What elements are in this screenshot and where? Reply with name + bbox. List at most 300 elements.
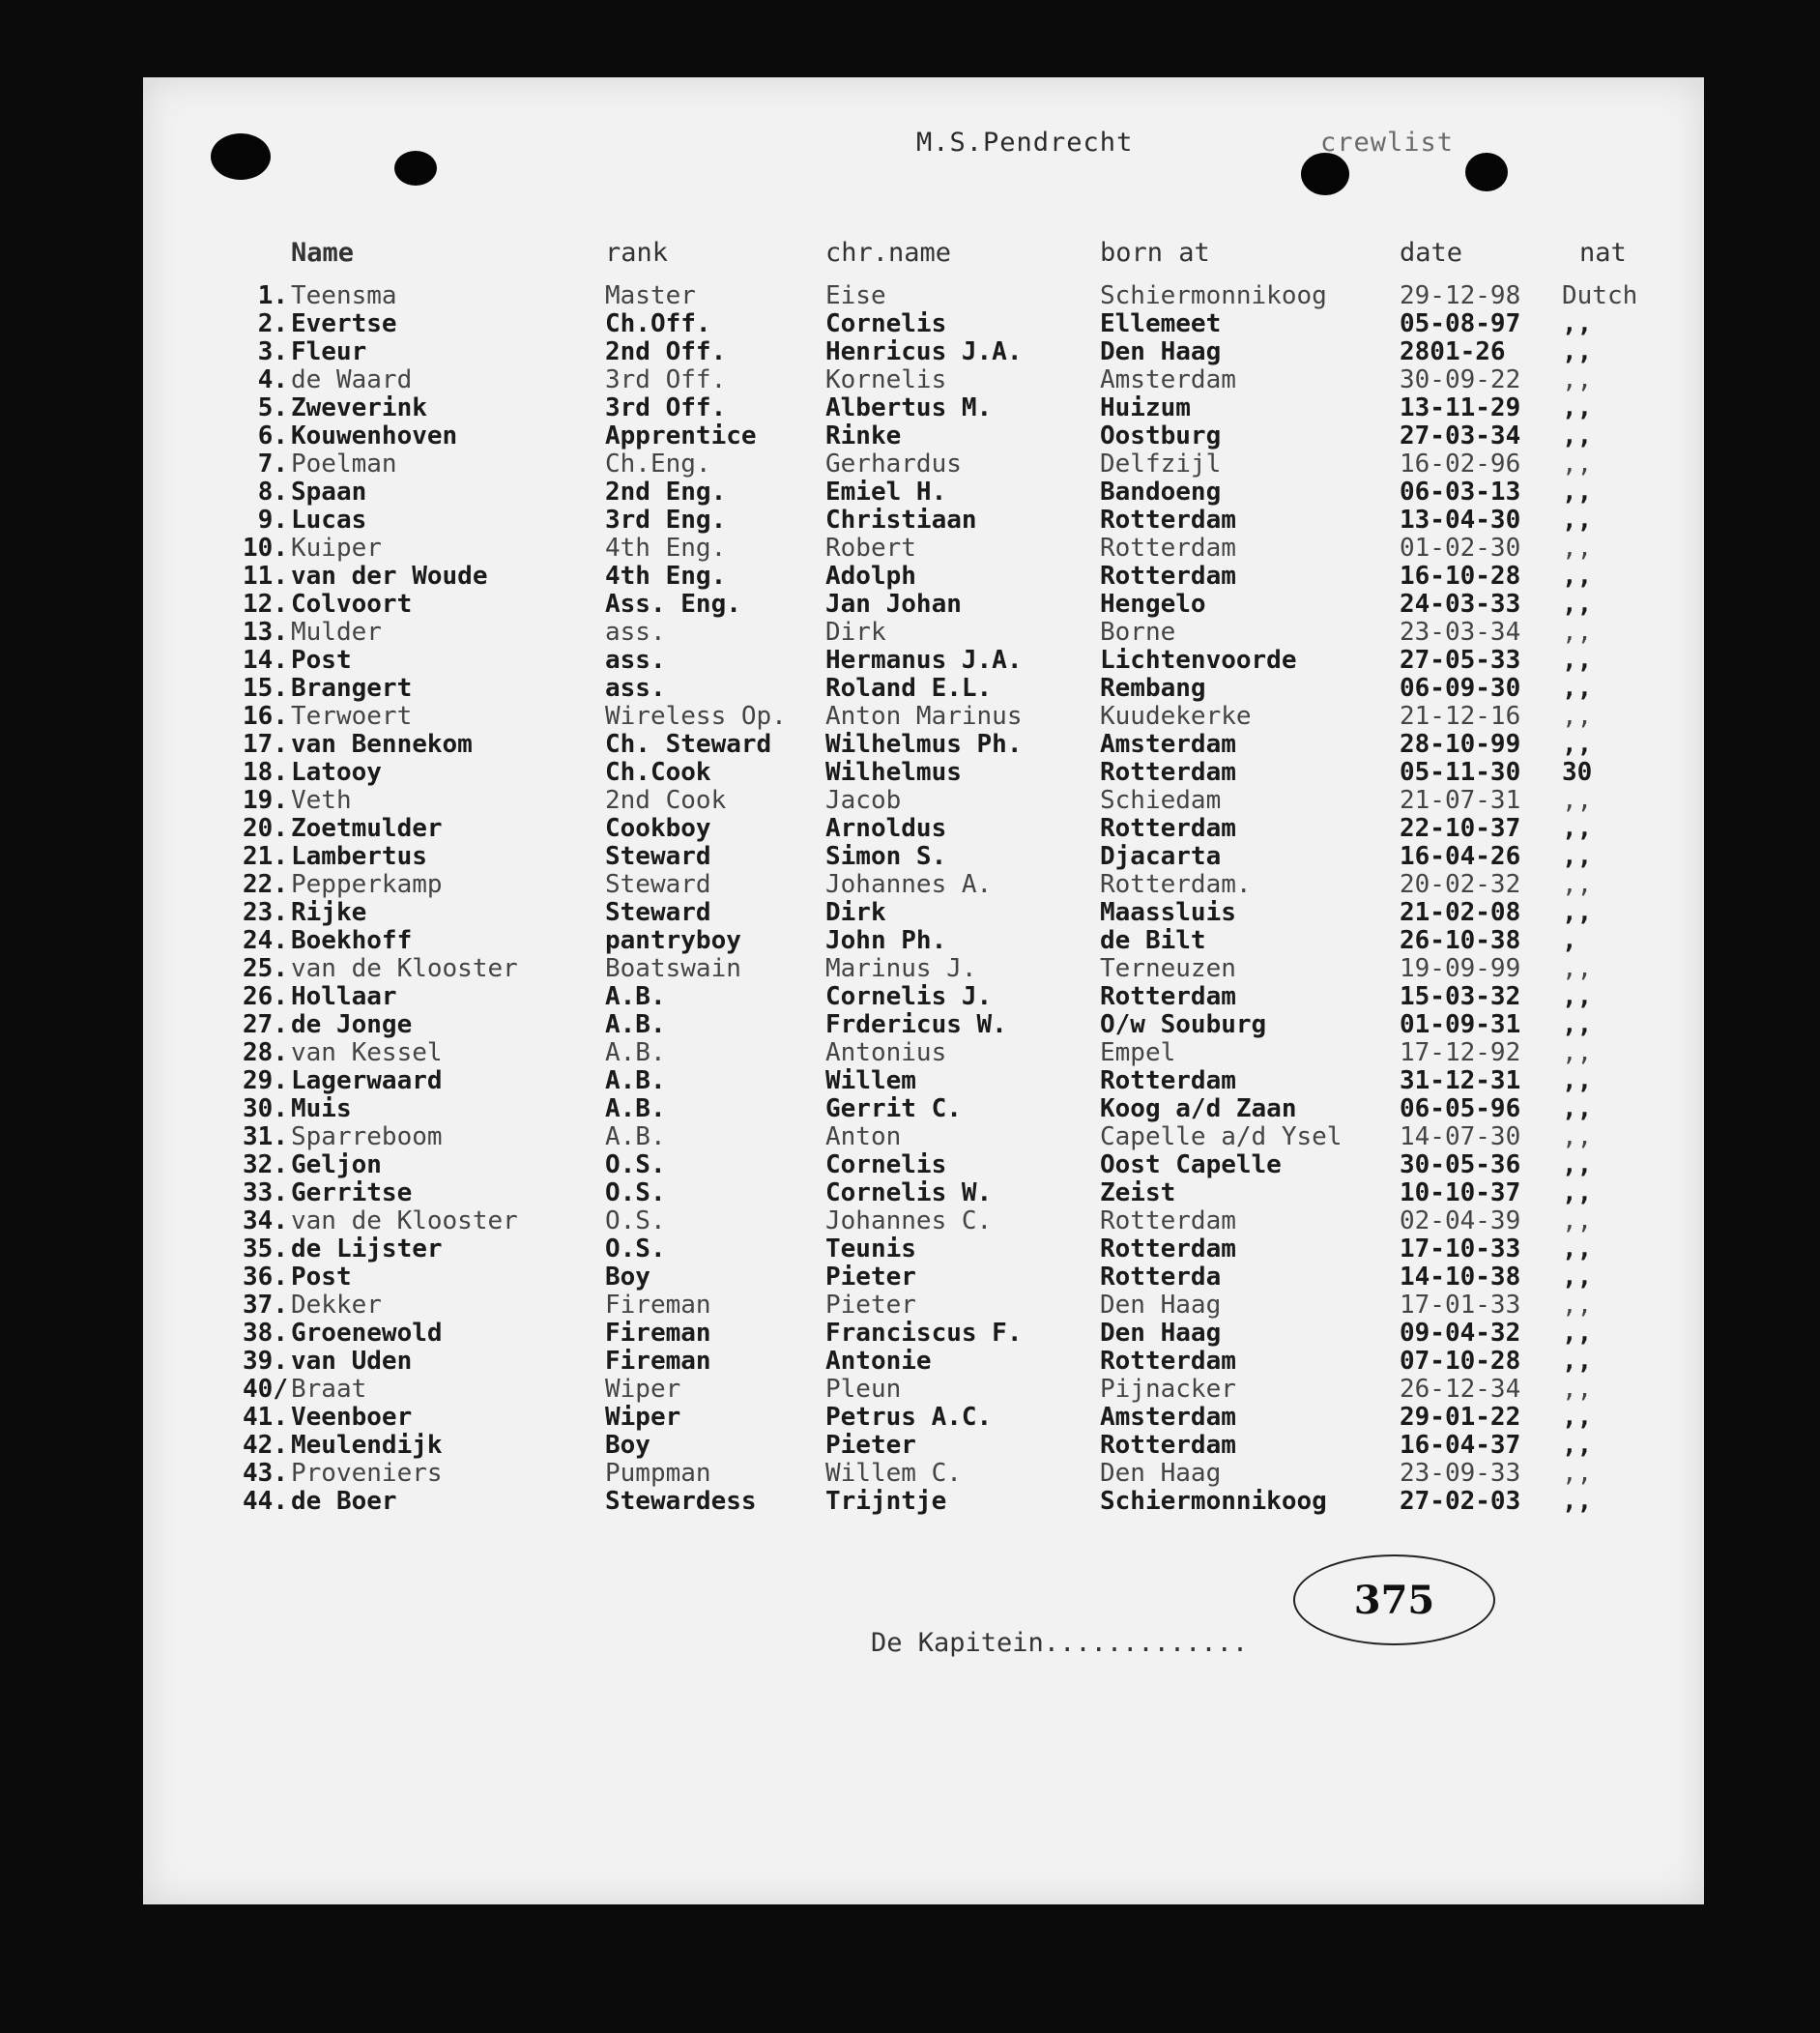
- table-row: [143, 899, 1704, 927]
- crew-christian-name: Christiaan: [825, 506, 977, 535]
- crew-birth-date: 09-04-32: [1400, 1319, 1521, 1348]
- crew-name: Post: [291, 646, 352, 675]
- crew-birth-date: 26-10-38: [1400, 926, 1521, 955]
- crew-rank: A.B.: [605, 1038, 666, 1067]
- row-number: 29.: [243, 1066, 288, 1095]
- crew-christian-name: Jan Johan: [825, 590, 962, 619]
- crew-nationality: ,,: [1562, 309, 1593, 338]
- crew-name: Teensma: [291, 281, 397, 310]
- row-number: 2.: [257, 309, 288, 338]
- crew-nationality: ,,: [1562, 814, 1593, 843]
- crew-name: van de Klooster: [291, 954, 518, 983]
- table-row: [143, 675, 1704, 703]
- crew-birth-date: 06-05-96: [1400, 1094, 1521, 1123]
- crew-birthplace: Rotterdam: [1100, 506, 1236, 535]
- crew-nationality: ,,: [1562, 393, 1593, 422]
- crew-list: [143, 282, 1704, 1516]
- table-row: [143, 282, 1704, 310]
- crew-rank: 3rd Off.: [605, 365, 727, 394]
- crew-name: Gerritse: [291, 1178, 413, 1207]
- crew-rank: Boatswain: [605, 954, 741, 983]
- row-number: 39.: [243, 1347, 288, 1376]
- crew-christian-name: Pieter: [825, 1263, 916, 1292]
- table-row: [143, 1067, 1704, 1095]
- crew-name: van de Klooster: [291, 1206, 518, 1235]
- crew-birth-date: 21-12-16: [1400, 702, 1521, 731]
- crew-birthplace: Rotterdam: [1100, 1234, 1236, 1263]
- crew-nationality: ,,: [1562, 1066, 1593, 1095]
- crew-nationality: ,,: [1562, 1431, 1593, 1460]
- crew-nationality: ,,: [1562, 1291, 1593, 1320]
- crew-nationality: ,,: [1562, 1010, 1593, 1039]
- crew-birth-date: 14-10-38: [1400, 1263, 1521, 1292]
- row-number: 14.: [243, 646, 288, 675]
- crew-name: Spaan: [291, 478, 367, 507]
- crew-name: Terwoert: [291, 702, 413, 731]
- crew-name: Muis: [291, 1094, 352, 1123]
- crew-rank: Boy: [605, 1263, 650, 1292]
- crew-birth-date: 06-09-30: [1400, 674, 1521, 703]
- crew-rank: A.B.: [605, 1066, 666, 1095]
- table-row: [143, 1263, 1704, 1292]
- column-header-nat: nat: [1579, 238, 1627, 268]
- row-number: 12.: [243, 590, 288, 619]
- document-number-stamp: [1293, 1554, 1495, 1645]
- crew-christian-name: Eise: [825, 281, 886, 310]
- crew-christian-name: Franciscus F.: [825, 1319, 1023, 1348]
- crew-name: de Boer: [291, 1487, 397, 1516]
- crew-christian-name: Robert: [825, 534, 916, 563]
- crew-rank: ass.: [605, 674, 666, 703]
- crew-birthplace: de Bilt: [1100, 926, 1206, 955]
- row-number: 10.: [243, 534, 288, 563]
- crew-birth-date: 26-12-34: [1400, 1375, 1521, 1404]
- crew-birth-date: 05-08-97: [1400, 309, 1521, 338]
- crew-christian-name: Marinus J.: [825, 954, 977, 983]
- crew-christian-name: Pleun: [825, 1375, 902, 1404]
- crew-name: Hollaar: [291, 982, 397, 1011]
- crew-birth-date: 17-12-92: [1400, 1038, 1521, 1067]
- crew-nationality: ,,: [1562, 450, 1593, 479]
- crew-birthplace: O/w Souburg: [1100, 1010, 1267, 1039]
- row-number: 8.: [257, 478, 288, 507]
- crew-christian-name: Willem C.: [825, 1459, 962, 1488]
- crew-name: van Bennekom: [291, 730, 473, 759]
- crew-rank: Master: [605, 281, 696, 310]
- row-number: 5.: [257, 393, 288, 422]
- crew-name: de Jonge: [291, 1010, 413, 1039]
- crew-birthplace: Amsterdam: [1100, 365, 1236, 394]
- crew-birthplace: Hengelo: [1100, 590, 1206, 619]
- crew-nationality: ,,: [1562, 1403, 1593, 1432]
- document-type: crewlist: [1320, 128, 1455, 158]
- crew-nationality: ,: [1562, 926, 1577, 955]
- table-row: [143, 394, 1704, 422]
- crew-rank: Steward: [605, 842, 711, 871]
- table-row: [143, 422, 1704, 450]
- crew-nationality: ,,: [1562, 1319, 1593, 1348]
- crew-birth-date: 21-07-31: [1400, 786, 1521, 815]
- crew-nationality: ,,: [1562, 337, 1593, 366]
- row-number: 36.: [243, 1263, 288, 1292]
- crew-birth-date: 24-03-33: [1400, 590, 1521, 619]
- table-row: [143, 703, 1704, 731]
- row-number: 6.: [257, 421, 288, 450]
- crew-christian-name: Adolph: [825, 562, 916, 591]
- crew-birth-date: 29-12-98: [1400, 281, 1521, 310]
- crew-nationality: ,,: [1562, 1178, 1593, 1207]
- crew-birthplace: Den Haag: [1100, 1291, 1222, 1320]
- crew-rank: Apprentice: [605, 421, 757, 450]
- table-row: [143, 1179, 1704, 1207]
- crew-birthplace: Borne: [1100, 618, 1176, 647]
- crew-christian-name: Henricus J.A.: [825, 337, 1023, 366]
- crew-rank: Ch.Cook: [605, 758, 711, 787]
- row-number: 21.: [243, 842, 288, 871]
- crew-nationality: 30: [1562, 758, 1593, 787]
- captain-signature-line: De Kapitein.............: [871, 1628, 1249, 1658]
- crew-nationality: ,,: [1562, 842, 1593, 871]
- crew-christian-name: Cornelis W.: [825, 1178, 993, 1207]
- crew-name: Groenewold: [291, 1319, 443, 1348]
- crew-birthplace: Rotterdam.: [1100, 870, 1252, 899]
- table-row: [143, 563, 1704, 591]
- crew-christian-name: Cornelis: [825, 1150, 947, 1179]
- crew-birthplace: Delfzijl: [1100, 450, 1222, 479]
- crew-nationality: ,,: [1562, 702, 1593, 731]
- crew-rank: Wiper: [605, 1375, 681, 1404]
- row-number: 7.: [257, 450, 288, 479]
- crew-rank: Fireman: [605, 1291, 711, 1320]
- crew-christian-name: Johannes A.: [825, 870, 993, 899]
- table-row: [143, 1011, 1704, 1039]
- crew-rank: Wireless Op.: [605, 702, 787, 731]
- table-row: [143, 647, 1704, 675]
- crew-birth-date: 13-11-29: [1400, 393, 1521, 422]
- crew-nationality: ,,: [1562, 1206, 1593, 1235]
- crew-christian-name: Cornelis: [825, 309, 947, 338]
- table-row: [143, 479, 1704, 507]
- crew-rank: Boy: [605, 1431, 650, 1460]
- crew-christian-name: Antonius: [825, 1038, 947, 1067]
- crew-christian-name: Antonie: [825, 1347, 932, 1376]
- crew-name: Meulendijk: [291, 1431, 443, 1460]
- ship-name: M.S.Pendrecht: [916, 128, 1134, 158]
- crew-nationality: ,,: [1562, 786, 1593, 815]
- crew-birthplace: Pijnacker: [1100, 1375, 1236, 1404]
- row-number: 13.: [243, 618, 288, 647]
- crew-christian-name: Jacob: [825, 786, 902, 815]
- table-row: [143, 535, 1704, 563]
- crew-rank: O.S.: [605, 1150, 666, 1179]
- column-header-date: date: [1400, 238, 1463, 268]
- crew-christian-name: Emiel H.: [825, 478, 947, 507]
- crew-birth-date: 14-07-30: [1400, 1122, 1521, 1151]
- row-number: 31.: [243, 1122, 288, 1151]
- row-number: 9.: [257, 506, 288, 535]
- crew-birth-date: 17-01-33: [1400, 1291, 1521, 1320]
- crew-nationality: ,,: [1562, 730, 1593, 759]
- crew-birth-date: 27-02-03: [1400, 1487, 1521, 1516]
- crew-name: Kouwenhoven: [291, 421, 458, 450]
- crew-rank: 3rd Off.: [605, 393, 727, 422]
- punch-hole: [1301, 153, 1349, 195]
- table-row: [143, 1292, 1704, 1320]
- crew-birthplace: Maassluis: [1100, 898, 1236, 927]
- crew-birthplace: Rotterdam: [1100, 1347, 1236, 1376]
- crew-christian-name: Rinke: [825, 421, 902, 450]
- row-number: 22.: [243, 870, 288, 899]
- crew-name: Brangert: [291, 674, 413, 703]
- crew-name: de Lijster: [291, 1234, 443, 1263]
- crew-christian-name: John Ph.: [825, 926, 947, 955]
- crew-rank: Ass. Eng.: [605, 590, 741, 619]
- table-row: [143, 731, 1704, 759]
- crew-birth-date: 30-09-22: [1400, 365, 1521, 394]
- crew-nationality: ,,: [1562, 674, 1593, 703]
- crew-rank: A.B.: [605, 1122, 666, 1151]
- crew-name: van Uden: [291, 1347, 413, 1376]
- crew-rank: 2nd Eng.: [605, 478, 727, 507]
- crew-name: Post: [291, 1263, 352, 1292]
- crew-rank: Ch.Eng.: [605, 450, 711, 479]
- crew-name: Zweverink: [291, 393, 427, 422]
- crew-christian-name: Arnoldus: [825, 814, 947, 843]
- crew-birthplace: Schiedam: [1100, 786, 1222, 815]
- table-row: [143, 927, 1704, 955]
- table-row: [143, 338, 1704, 366]
- crew-rank: 4th Eng.: [605, 534, 727, 563]
- crew-nationality: ,,: [1562, 1122, 1593, 1151]
- crew-nationality: ,,: [1562, 1234, 1593, 1263]
- crew-rank: A.B.: [605, 1010, 666, 1039]
- row-number: 35.: [243, 1234, 288, 1263]
- crew-birth-date: 2801-26: [1400, 337, 1506, 366]
- crew-birthplace: Rotterdam: [1100, 814, 1236, 843]
- table-row: [143, 450, 1704, 479]
- crew-name: Pepperkamp: [291, 870, 443, 899]
- crew-rank: Steward: [605, 898, 711, 927]
- crew-birth-date: 07-10-28: [1400, 1347, 1521, 1376]
- crew-christian-name: Cornelis J.: [825, 982, 993, 1011]
- crew-nationality: ,,: [1562, 982, 1593, 1011]
- crew-rank: pantryboy: [605, 926, 741, 955]
- crew-nationality: ,,: [1562, 1263, 1593, 1292]
- table-row: [143, 1235, 1704, 1263]
- row-number: 15.: [243, 674, 288, 703]
- row-number: 42.: [243, 1431, 288, 1460]
- column-header-born-at: born at: [1100, 238, 1210, 268]
- crew-nationality: ,,: [1562, 1487, 1593, 1516]
- crew-birthplace: Ellemeet: [1100, 309, 1222, 338]
- crew-birthplace: Bandoeng: [1100, 478, 1222, 507]
- row-number: 40/: [243, 1375, 288, 1404]
- crew-christian-name: Johannes C.: [825, 1206, 993, 1235]
- row-number: 33.: [243, 1178, 288, 1207]
- crew-name: Fleur: [291, 337, 367, 366]
- crew-christian-name: Petrus A.C.: [825, 1403, 993, 1432]
- crew-christian-name: Gerhardus: [825, 450, 962, 479]
- table-row: [143, 1432, 1704, 1460]
- crew-nationality: ,,: [1562, 646, 1593, 675]
- crew-christian-name: Dirk: [825, 618, 886, 647]
- crew-rank: Steward: [605, 870, 711, 899]
- crew-birth-date: 01-02-30: [1400, 534, 1521, 563]
- crew-birth-date: 27-03-34: [1400, 421, 1521, 450]
- crew-birthplace: Rotterdam: [1100, 1206, 1236, 1235]
- crew-christian-name: Wilhelmus: [825, 758, 962, 787]
- crew-birth-date: 16-10-28: [1400, 562, 1521, 591]
- crew-nationality: ,,: [1562, 365, 1593, 394]
- table-row: [143, 1151, 1704, 1179]
- crew-rank: 4th Eng.: [605, 562, 727, 591]
- table-row: [143, 1320, 1704, 1348]
- crew-birthplace: Huizum: [1100, 393, 1191, 422]
- crew-nationality: ,,: [1562, 478, 1593, 507]
- crew-name: Evertse: [291, 309, 397, 338]
- row-number: 16.: [243, 702, 288, 731]
- crew-name: Proveniers: [291, 1459, 443, 1488]
- table-row: [143, 1039, 1704, 1067]
- table-row: [143, 1095, 1704, 1123]
- crew-rank: Stewardess: [605, 1487, 757, 1516]
- crew-birthplace: Oostburg: [1100, 421, 1222, 450]
- column-header-name: Name: [291, 238, 355, 268]
- crew-birthplace: Den Haag: [1100, 1459, 1222, 1488]
- row-number: 34.: [243, 1206, 288, 1235]
- crew-christian-name: Albertus M.: [825, 393, 993, 422]
- crew-nationality: ,,: [1562, 898, 1593, 927]
- row-number: 44.: [243, 1487, 288, 1516]
- crew-rank: ass.: [605, 618, 666, 647]
- crew-birth-date: 21-02-08: [1400, 898, 1521, 927]
- crew-birthplace: Rembang: [1100, 674, 1206, 703]
- table-row: [143, 1488, 1704, 1516]
- crew-rank: Fireman: [605, 1347, 711, 1376]
- crew-name: de Waard: [291, 365, 413, 394]
- crew-christian-name: Frdericus W.: [825, 1010, 1007, 1039]
- crew-christian-name: Wilhelmus Ph.: [825, 730, 1023, 759]
- crew-christian-name: Teunis: [825, 1234, 916, 1263]
- crew-birthplace: Djacarta: [1100, 842, 1222, 871]
- crew-birth-date: 29-01-22: [1400, 1403, 1521, 1432]
- crew-birthplace: Rotterdam: [1100, 982, 1236, 1011]
- crew-rank: Ch. Steward: [605, 730, 772, 759]
- crew-birth-date: 02-04-39: [1400, 1206, 1521, 1235]
- row-number: 20.: [243, 814, 288, 843]
- row-number: 18.: [243, 758, 288, 787]
- crew-nationality: ,,: [1562, 1094, 1593, 1123]
- crew-birthplace: Oost Capelle: [1100, 1150, 1282, 1179]
- row-number: 43.: [243, 1459, 288, 1488]
- crew-name: Zoetmulder: [291, 814, 443, 843]
- crew-christian-name: Trijntje: [825, 1487, 947, 1516]
- crew-nationality: ,,: [1562, 534, 1593, 563]
- crew-rank: Pumpman: [605, 1459, 711, 1488]
- crew-name: Lambertus: [291, 842, 427, 871]
- crew-birthplace: Amsterdam: [1100, 1403, 1236, 1432]
- row-number: 1.: [257, 281, 288, 310]
- crew-name: Braat: [291, 1375, 367, 1404]
- crew-birth-date: 23-09-33: [1400, 1459, 1521, 1488]
- table-row: [143, 591, 1704, 619]
- column-header-rank: rank: [605, 238, 669, 268]
- crew-rank: O.S.: [605, 1206, 666, 1235]
- row-number: 25.: [243, 954, 288, 983]
- row-number: 38.: [243, 1319, 288, 1348]
- crew-birth-date: 20-02-32: [1400, 870, 1521, 899]
- crew-christian-name: Anton Marinus: [825, 702, 1023, 731]
- crew-christian-name: Hermanus J.A.: [825, 646, 1023, 675]
- row-number: 28.: [243, 1038, 288, 1067]
- table-row: [143, 1376, 1704, 1404]
- crew-name: Dekker: [291, 1291, 382, 1320]
- crew-nationality: Dutch: [1562, 281, 1638, 310]
- crew-christian-name: Pieter: [825, 1291, 916, 1320]
- row-number: 30.: [243, 1094, 288, 1123]
- crew-name: Rijke: [291, 898, 367, 927]
- crew-birth-date: 28-10-99: [1400, 730, 1521, 759]
- row-number: 23.: [243, 898, 288, 927]
- crew-rank: 3rd Eng.: [605, 506, 727, 535]
- crew-nationality: ,,: [1562, 1038, 1593, 1067]
- crew-nationality: ,,: [1562, 1150, 1593, 1179]
- table-row: [143, 1123, 1704, 1151]
- crew-birthplace: Schiermonnikoog: [1100, 281, 1327, 310]
- row-number: 11.: [243, 562, 288, 591]
- table-row: [143, 1404, 1704, 1432]
- column-header-chr-name: chr.name: [825, 238, 952, 268]
- punch-hole: [1465, 153, 1508, 191]
- punch-hole: [211, 133, 271, 180]
- crew-nationality: ,,: [1562, 590, 1593, 619]
- crew-birthplace: Terneuzen: [1100, 954, 1236, 983]
- crew-name: Veenboer: [291, 1403, 413, 1432]
- table-row: [143, 1348, 1704, 1376]
- crew-christian-name: Anton: [825, 1122, 902, 1151]
- crew-birth-date: 06-03-13: [1400, 478, 1521, 507]
- crew-birth-date: 30-05-36: [1400, 1150, 1521, 1179]
- crew-christian-name: Willem: [825, 1066, 916, 1095]
- crew-rank: O.S.: [605, 1178, 666, 1207]
- crew-birthplace: Den Haag: [1100, 337, 1222, 366]
- crew-nationality: ,,: [1562, 421, 1593, 450]
- crew-rank: Fireman: [605, 1319, 711, 1348]
- crew-birthplace: Koog a/d Zaan: [1100, 1094, 1297, 1123]
- crew-birth-date: 10-10-37: [1400, 1178, 1521, 1207]
- table-row: [143, 787, 1704, 815]
- punch-hole: [394, 151, 437, 186]
- crew-name: Latooy: [291, 758, 382, 787]
- row-number: 24.: [243, 926, 288, 955]
- table-row: [143, 955, 1704, 983]
- crew-name: Boekhoff: [291, 926, 413, 955]
- table-row: [143, 759, 1704, 787]
- crew-birth-date: 05-11-30: [1400, 758, 1521, 787]
- crew-rank: O.S.: [605, 1234, 666, 1263]
- crew-birth-date: 01-09-31: [1400, 1010, 1521, 1039]
- crew-name: Mulder: [291, 618, 382, 647]
- crew-christian-name: Roland E.L.: [825, 674, 993, 703]
- crew-birthplace: Den Haag: [1100, 1319, 1222, 1348]
- crew-nationality: ,,: [1562, 618, 1593, 647]
- table-row: [143, 619, 1704, 647]
- crew-birth-date: 13-04-30: [1400, 506, 1521, 535]
- table-row: [143, 1460, 1704, 1488]
- table-row: [143, 983, 1704, 1011]
- crew-birthplace: Rotterdam: [1100, 562, 1236, 591]
- crew-birthplace: Capelle a/d Ysel: [1100, 1122, 1343, 1151]
